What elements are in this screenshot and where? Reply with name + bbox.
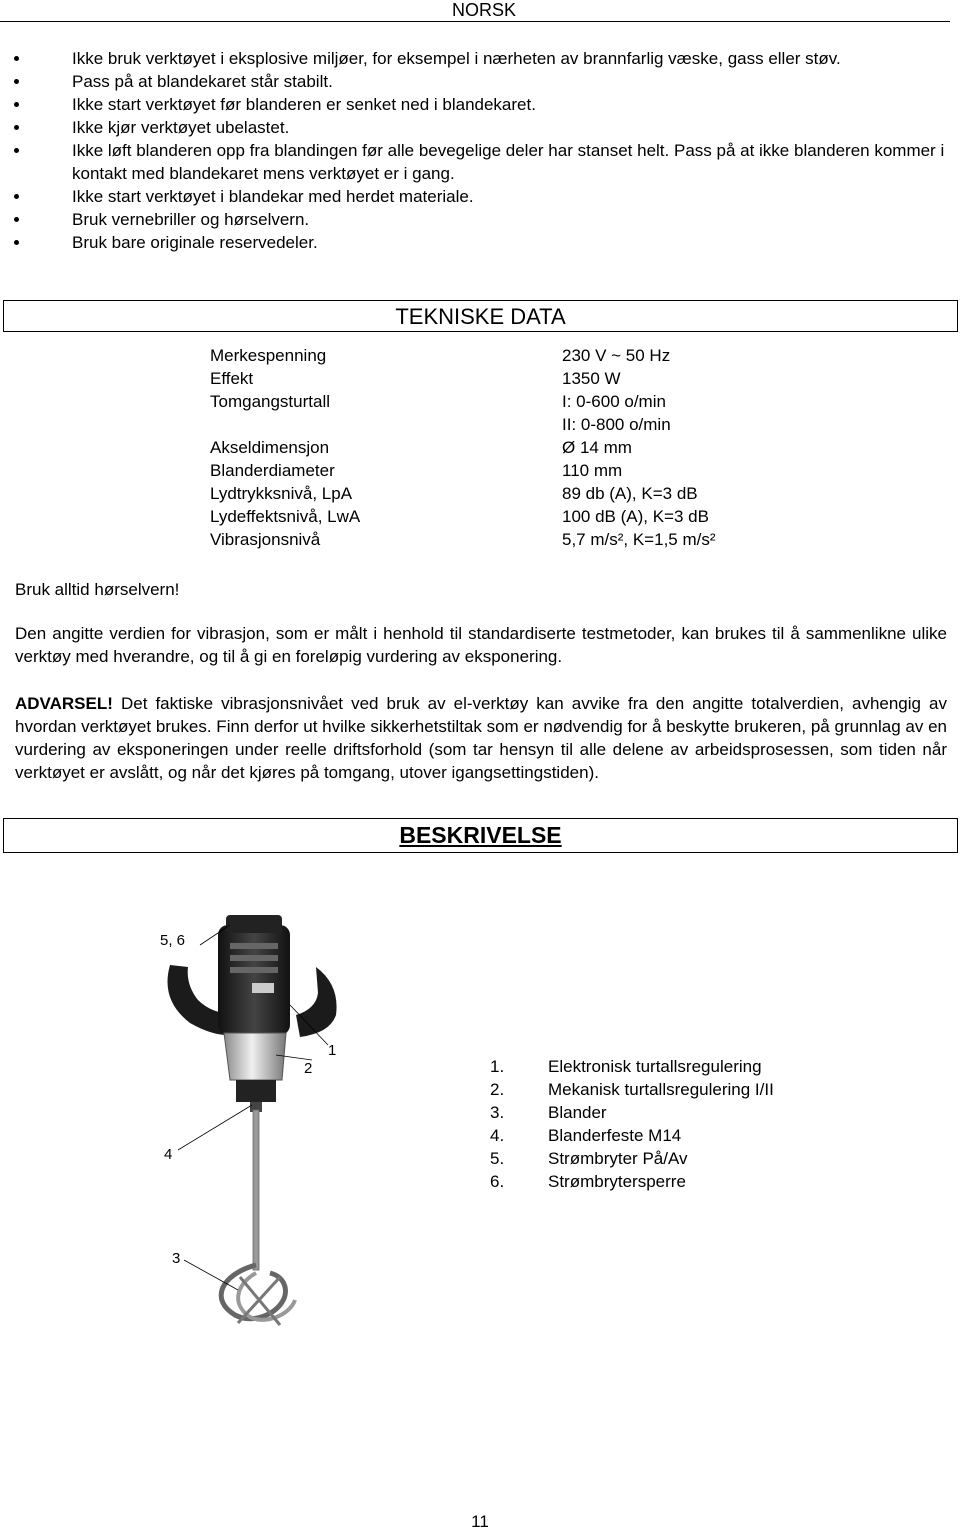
safety-list — [0, 47, 960, 254]
list-item: Ikke start verktøyet før blanderen er senket ned i blandekaret. — [0, 93, 960, 116]
warning-paragraph — [15, 692, 947, 784]
warning-label: ADVARSEL! — [15, 694, 113, 713]
bullet-icon — [14, 148, 19, 153]
list-item: 4. Blanderfeste M14 — [490, 1126, 682, 1145]
bullet-icon — [14, 194, 19, 199]
list-item: Pass på at blandekaret står stabilt. — [0, 70, 960, 93]
technical-heading-box — [3, 300, 958, 332]
list-item: 6. Strømbrytersperre — [490, 1172, 686, 1191]
callout-5-6: 5, 6 — [160, 932, 186, 949]
specs-table — [210, 344, 810, 551]
list-item: 3. Blander — [490, 1103, 607, 1122]
callout-4: 4 — [164, 1146, 173, 1163]
bullet-icon — [14, 102, 19, 107]
list-item: Bruk vernebriller og hørselvern. — [0, 208, 960, 231]
list-item: 2. Mekanisk turtallsregulering I/II — [490, 1080, 774, 1099]
header-language: NORSK — [451, 0, 516, 20]
mixer-illustration — [140, 905, 370, 1355]
page-number: 11 — [471, 1512, 489, 1531]
technical-heading: TEKNISKE DATA — [395, 304, 566, 329]
bullet-icon — [14, 56, 19, 61]
callout-2: 2 — [304, 1060, 313, 1077]
table-row: Blanderdiameter 110 mm — [210, 461, 623, 480]
list-item: 1. Elektronisk turtallsregulering — [490, 1057, 762, 1076]
list-item: Ikke kjør verktøyet ubelastet. — [0, 116, 960, 139]
description-heading-box — [3, 818, 958, 853]
table-row: Tomgangsturtall I: 0-600 o/min — [210, 392, 666, 411]
callout-3: 3 — [172, 1250, 181, 1267]
list-item: 5. Strømbryter På/Av — [490, 1149, 688, 1168]
table-row: Effekt 1350 W — [210, 369, 621, 388]
parts-list — [490, 1055, 890, 1193]
bullet-icon — [14, 125, 19, 130]
list-item: Bruk bare originale reservedeler. — [0, 231, 960, 254]
table-row: Merkespenning 230 V ~ 50 Hz — [210, 346, 671, 365]
vibration-paragraph: Den angitte verdien for vibrasjon, som er målt i henhold til standardiserte testmetoder, kan brukes til å sammenlikne ulike verktøy med hverandre, og til å gi en foreløpig vurdering av eksponering. — [15, 624, 947, 666]
bullet-icon — [14, 79, 19, 84]
table-row: Akseldimensjon Ø 14 mm — [210, 438, 632, 457]
callout-1: 1 — [328, 1042, 337, 1059]
table-row: Vibrasjonsnivå 5,7 m/s², K=1,5 m/s² — [210, 530, 716, 549]
bullet-icon — [14, 217, 19, 222]
list-item: Ikke løft blanderen opp fra blandingen før alle bevegelige deler har stanset helt. Pass på at ikke blanderen kommer i kontakt med blandekaret mens verktøyet er i gang. — [0, 139, 960, 185]
table-row: Lydeffektsnivå, LwA 100 dB (A), K=3 dB — [210, 507, 709, 526]
warning-text: Det faktiske vibrasjonsnivået ved bruk av el-verktøy kan avvike fra den angitte totalverdien, avhengig av hvordan verktøyet brukes. Finn derfor ut hvilke sikkerhetstiltak som er nødvendig for å beskytte brukeren, på grunnlag av en vurdering av eksponeringen under reelle driftsforhold (som tar hensyn til alle delene av arbeidsprosessen, som tiden når verktøyet er avslått, og når det kjøres på tomgang, utover igangsettingstiden). — [15, 694, 947, 782]
table-row: II: 0-800 o/min — [562, 415, 671, 434]
list-item: Ikke start verktøyet i blandekar med herdet materiale. — [0, 185, 960, 208]
table-row: Lydtrykksnivå, LpA 89 db (A), K=3 dB — [210, 484, 698, 503]
header-rule — [0, 21, 950, 22]
description-heading: BESKRIVELSE — [399, 822, 562, 848]
hearing-note: Bruk alltid hørselvern! — [15, 580, 180, 599]
list-item: Ikke bruk verktøyet i eksplosive miljøer, for eksempel i nærheten av brannfarlig væske, gass eller støv. — [0, 47, 960, 70]
bullet-icon — [14, 240, 19, 245]
